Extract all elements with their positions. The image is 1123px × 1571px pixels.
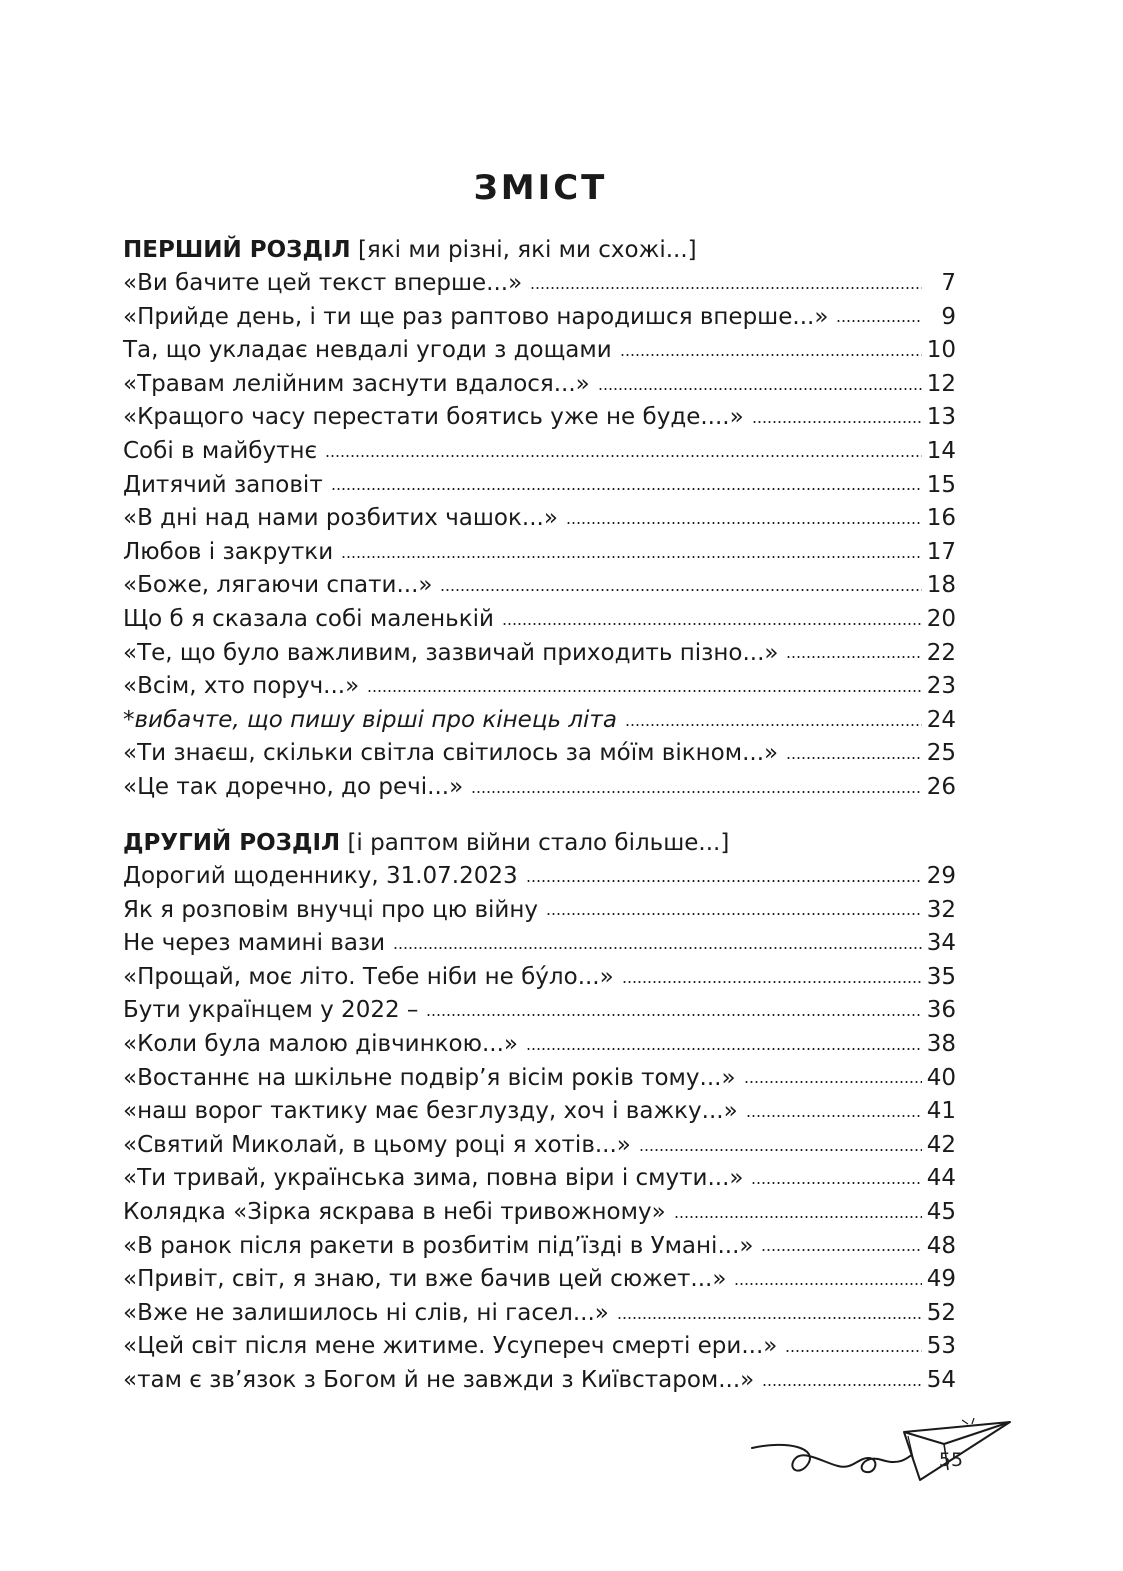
entry-page: 54 [926, 1366, 956, 1393]
entry-title: «Востаннє на шкільне подвір’я вісім років тому...» [123, 1064, 736, 1091]
toc-entry [123, 435, 956, 469]
dot-leader [734, 1283, 922, 1285]
dot-leader [502, 623, 922, 625]
entry-title: «Вже не залишилось ні слів, ні гасел...» [123, 1299, 609, 1326]
dot-leader [836, 320, 922, 322]
toc-entry [123, 994, 956, 1028]
entry-page: 29 [926, 863, 956, 889]
entry-title: «Прийде день, і ти ще раз раптово народишся вперше...» [123, 303, 829, 330]
toc-entry [123, 894, 956, 928]
entry-page: 36 [926, 997, 956, 1024]
toc-section-2 [123, 826, 956, 1398]
entry-title: «Кращого часу перестати боятись уже не буде....» [123, 404, 744, 431]
toc-entry [123, 1263, 956, 1297]
section-subtitle: [які ми різні, які ми схожі...] [357, 237, 697, 263]
entry-page: 14 [926, 437, 956, 464]
toc-entry [123, 1330, 956, 1364]
dot-leader [598, 388, 922, 390]
dot-leader [744, 1081, 922, 1083]
entry-page: 32 [926, 896, 956, 923]
toc-entry [123, 637, 956, 671]
paper-plane-doodle-icon [748, 1418, 1018, 1498]
entry-page: 34 [926, 930, 956, 957]
entry-title: «Це так доречно, до речі...» [123, 773, 464, 800]
toc-entry [123, 927, 956, 961]
entry-title: Дитячий заповіт [123, 471, 323, 498]
entry-title: «Всім, хто поруч...» [123, 673, 360, 700]
entry-page: 9 [941, 303, 956, 330]
entry-title: «В ранок після ракети в розбитім під’їзді в Умані...» [123, 1232, 754, 1259]
dot-leader [622, 981, 922, 983]
toc-entry [123, 1230, 956, 1264]
entry-title: «Ти знаєш, скільки світла світилось за мо́їм вікном...» [123, 740, 779, 767]
entry-title: «Ви бачите цей текст вперше...» [123, 270, 523, 296]
entry-page: 52 [926, 1299, 956, 1326]
toc-entry [123, 737, 956, 771]
dot-leader [530, 287, 922, 289]
section-heading [123, 233, 956, 267]
page-title: ЗМІСТ [473, 168, 608, 208]
dot-leader [526, 880, 922, 882]
entry-title: «там є зв’язок з Богом й не завжди з Київстаром...» [123, 1366, 755, 1393]
entry-title: Бути українцем у 2022 – [123, 997, 419, 1024]
toc-entry [123, 334, 956, 368]
toc-entry [123, 1062, 956, 1096]
entry-page: 12 [926, 370, 956, 397]
entry-title: «Цей світ після мене житиме. Усупереч смерті ери...» [123, 1333, 778, 1360]
dot-leader [751, 1182, 922, 1184]
entry-page: 41 [926, 1098, 956, 1125]
entry-page: 20 [926, 605, 956, 632]
toc-entry [123, 704, 956, 738]
dot-leader [620, 354, 922, 356]
section-title: ПЕРШИЙ РОЗДІЛ [123, 237, 351, 263]
toc-entry [123, 1095, 956, 1129]
toc-entry [123, 1129, 956, 1163]
entry-page: 18 [926, 572, 956, 599]
entry-title: «наш ворог тактику має безглузду, хоч і важку...» [123, 1098, 738, 1125]
entry-page: 7 [941, 270, 956, 296]
page-number: 55 [938, 1449, 964, 1471]
dot-leader [752, 421, 922, 423]
entry-page: 42 [926, 1131, 956, 1158]
entry-title: Та, що укладає невдалі угоди з дощами [123, 337, 612, 364]
dot-leader [471, 791, 922, 793]
entry-title: «В дні над нами розбитих чашок...» [123, 505, 558, 532]
entry-page: 24 [926, 706, 956, 733]
dot-leader [674, 1216, 922, 1218]
toc-entry [123, 860, 956, 894]
toc-entry [123, 301, 956, 335]
dot-leader [761, 1249, 922, 1251]
dot-leader [546, 913, 922, 915]
entry-page: 25 [926, 740, 956, 767]
entry-title: «Травам лелійним заснути вдалося...» [123, 370, 590, 397]
toc-entry [123, 1028, 956, 1062]
entry-page: 45 [926, 1198, 956, 1225]
toc-entry [123, 961, 956, 995]
dot-leader [566, 522, 922, 524]
toc-entry [123, 1297, 956, 1331]
entry-title: «Ти тривай, українська зима, повна віри і смути...» [123, 1165, 744, 1192]
dot-leader [426, 1014, 922, 1016]
entry-page: 44 [926, 1165, 956, 1192]
toc-section-1 [123, 233, 956, 805]
toc-entry [123, 569, 956, 603]
dot-leader [440, 589, 922, 591]
entry-page: 13 [926, 404, 956, 431]
entry-title: «Коли була малою дівчинкою...» [123, 1030, 518, 1057]
entry-title: Любов і закрутки [123, 538, 334, 565]
toc-entry [123, 670, 956, 704]
entry-page: 40 [926, 1064, 956, 1091]
dot-leader [762, 1384, 922, 1386]
dot-leader [331, 488, 922, 490]
entry-page: 17 [926, 538, 956, 565]
section-subtitle: [і раптом війни стало більше...] [347, 830, 730, 856]
entry-title: «Те, що було важливим, зазвичай приходить пізно...» [123, 639, 779, 666]
toc-entry [123, 771, 956, 805]
dot-leader [639, 1149, 922, 1151]
entry-title: Собі в майбутнє [123, 437, 318, 464]
entry-title: Колядка «Зірка яскрава в небі тривожному» [123, 1198, 666, 1225]
entry-title: *вибачте, що пишу вірші про кінець літа [123, 706, 617, 733]
toc-entry [123, 469, 956, 503]
toc-entry [123, 603, 956, 637]
dot-leader [367, 690, 922, 692]
entry-title: Дорогий щоденнику, 31.07.2023 [123, 863, 518, 889]
toc-entry [123, 536, 956, 570]
dot-leader [526, 1048, 922, 1050]
dot-leader [341, 556, 922, 558]
toc-entry [123, 1364, 956, 1398]
entry-title: «Привіт, світ, я знаю, ти вже бачив цей сюжет...» [123, 1266, 727, 1293]
entry-page: 15 [926, 471, 956, 498]
entry-title: «Боже, лягаючи спати...» [123, 572, 433, 599]
toc-entry [123, 267, 956, 301]
toc-entry [123, 1162, 956, 1196]
entry-title: Не через мамині вази [123, 930, 386, 957]
dot-leader [786, 656, 922, 658]
dot-leader [746, 1115, 922, 1117]
entry-title: Як я розповім внучці про цю війну [123, 896, 538, 923]
entry-title: «Прощай, моє літо. Тебе ніби не бу́ло...» [123, 963, 614, 990]
toc-entry [123, 1196, 956, 1230]
dot-leader [785, 1350, 922, 1352]
section-title: ДРУГИЙ РОЗДІЛ [123, 830, 341, 856]
dot-leader [393, 947, 922, 949]
dot-leader [625, 724, 922, 726]
entry-title: Що б я сказала собі маленькій [123, 605, 494, 632]
entry-page: 16 [926, 505, 956, 532]
dot-leader [617, 1317, 922, 1319]
entry-page: 53 [926, 1333, 956, 1360]
entry-page: 22 [926, 639, 956, 666]
entry-page: 23 [926, 673, 956, 700]
entry-page: 10 [926, 337, 956, 364]
entry-page: 48 [926, 1232, 956, 1259]
entry-page: 49 [926, 1266, 956, 1293]
toc-entry [123, 502, 956, 536]
toc-entry [123, 368, 956, 402]
entry-title: «Святий Миколай, в цьому році я хотів...» [123, 1131, 631, 1158]
entry-page: 26 [926, 773, 956, 800]
dot-leader [325, 455, 922, 457]
toc-entry [123, 401, 956, 435]
entry-page: 35 [926, 963, 956, 990]
section-heading [123, 826, 956, 860]
entry-page: 38 [926, 1030, 956, 1057]
dot-leader [786, 757, 922, 759]
